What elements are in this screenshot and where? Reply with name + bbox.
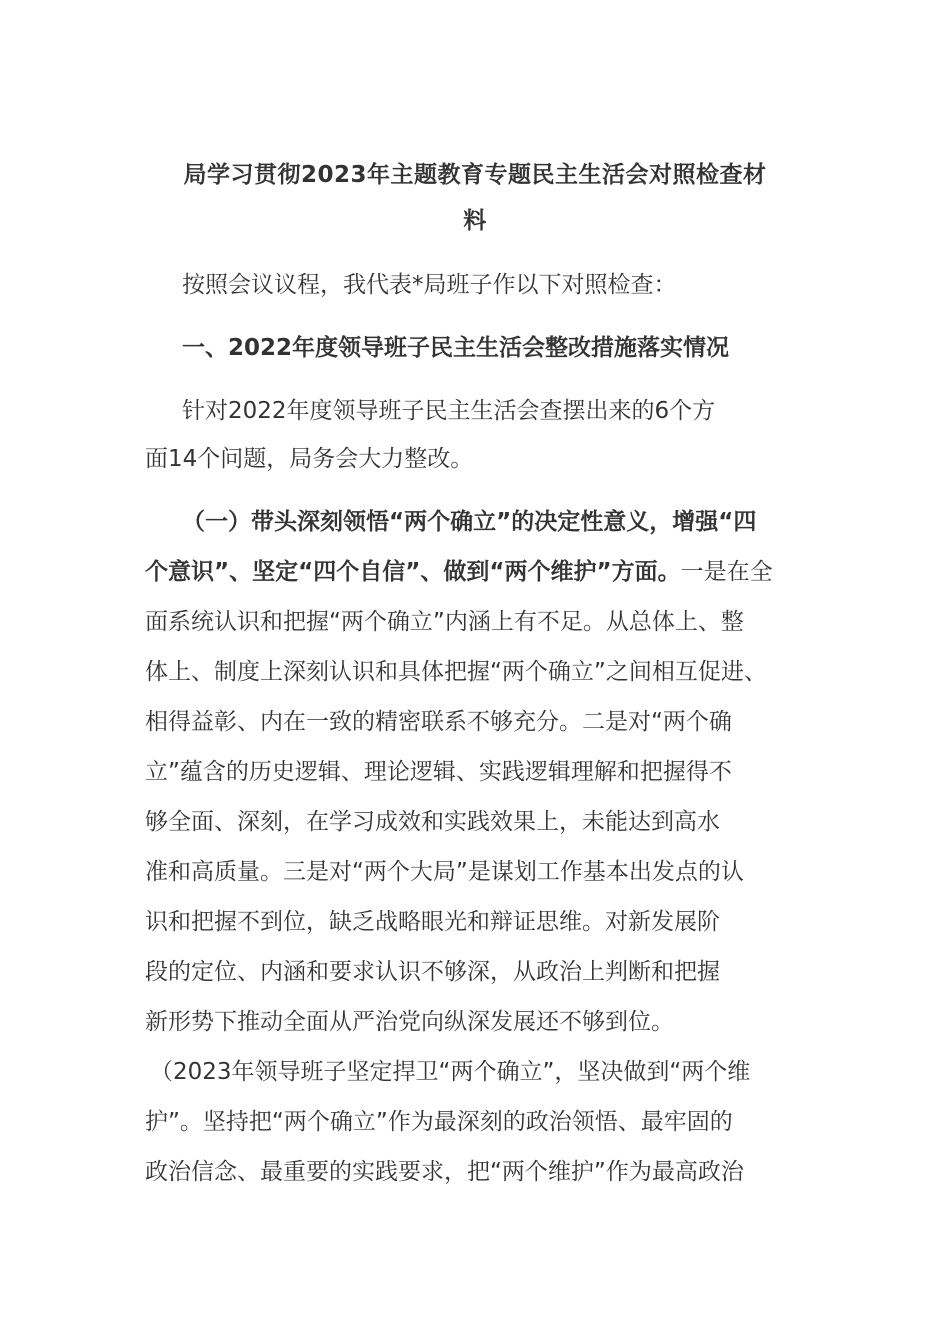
title-line-2: 料 <box>463 208 487 234</box>
section-1-paragraph-line-2: 面14个问题，局务会大力整改。 <box>145 446 474 472</box>
section-1-heading: 一、2022年度领导班子民主生活会整改措施落实情况 <box>182 335 730 361</box>
subsection-1-line-2 <box>145 557 825 587</box>
title-line-1: 局学习贯彻2023年主题教育专题民主生活会对照检查材 <box>183 162 767 188</box>
body-line-3: 面系统认识和把握“两个确立”内涵上有不足。从总体上、整 <box>145 609 744 635</box>
subsection-1-heading-line-1: （一）带头深刻领悟“两个确立”的决定性意义，增强“四 <box>182 509 757 535</box>
body-line-14: 政治信念、最重要的实践要求，把“两个维护”作为最高政治 <box>145 1159 744 1185</box>
body-line-5: 相得益彰、内在一致的精密联系不够充分。二是对“两个确 <box>145 709 732 735</box>
body-line-11: 新形势下推动全面从严治党向纵深发展还不够到位。 <box>145 1009 674 1035</box>
subsection-1-heading-line-2: 个意识”、坚定“四个自信”、做到“两个维护”方面。 <box>145 559 681 585</box>
body-line-4: 体上、制度上深刻认识和具体把握“两个确立”之间相互促进、 <box>145 659 767 685</box>
body-line-6: 立”蕴含的历史逻辑、理论逻辑、实践逻辑理解和把握得不 <box>145 759 732 785</box>
body-line-10: 段的定位、内涵和要求认识不够深，从政治上判断和把握 <box>145 959 720 985</box>
section-1-paragraph-line-1: 针对2022年度领导班子民主生活会查摆出来的6个方 <box>182 398 716 424</box>
body-line-7: 够全面、深刻，在学习成效和实践效果上，未能达到高水 <box>145 809 720 835</box>
body-line-13: 护”。坚持把“两个确立”作为最深刻的政治领悟、最牢固的 <box>145 1109 733 1135</box>
body-line-8: 准和高质量。三是对“两个大局”是谋划工作基本出发点的认 <box>145 859 744 885</box>
subsection-1-body-start: 一是在全 <box>680 559 773 585</box>
intro-paragraph: 按照会议议程，我代表*局班子作以下对照检查： <box>182 272 677 298</box>
document-title <box>145 152 805 244</box>
body-line-12: （2023年领导班子坚定捍卫“两个确立”，坚决做到“两个维 <box>150 1059 751 1085</box>
body-line-9: 识和把握不到位，缺乏战略眼光和辩证思维。对新发展阶 <box>145 909 720 935</box>
